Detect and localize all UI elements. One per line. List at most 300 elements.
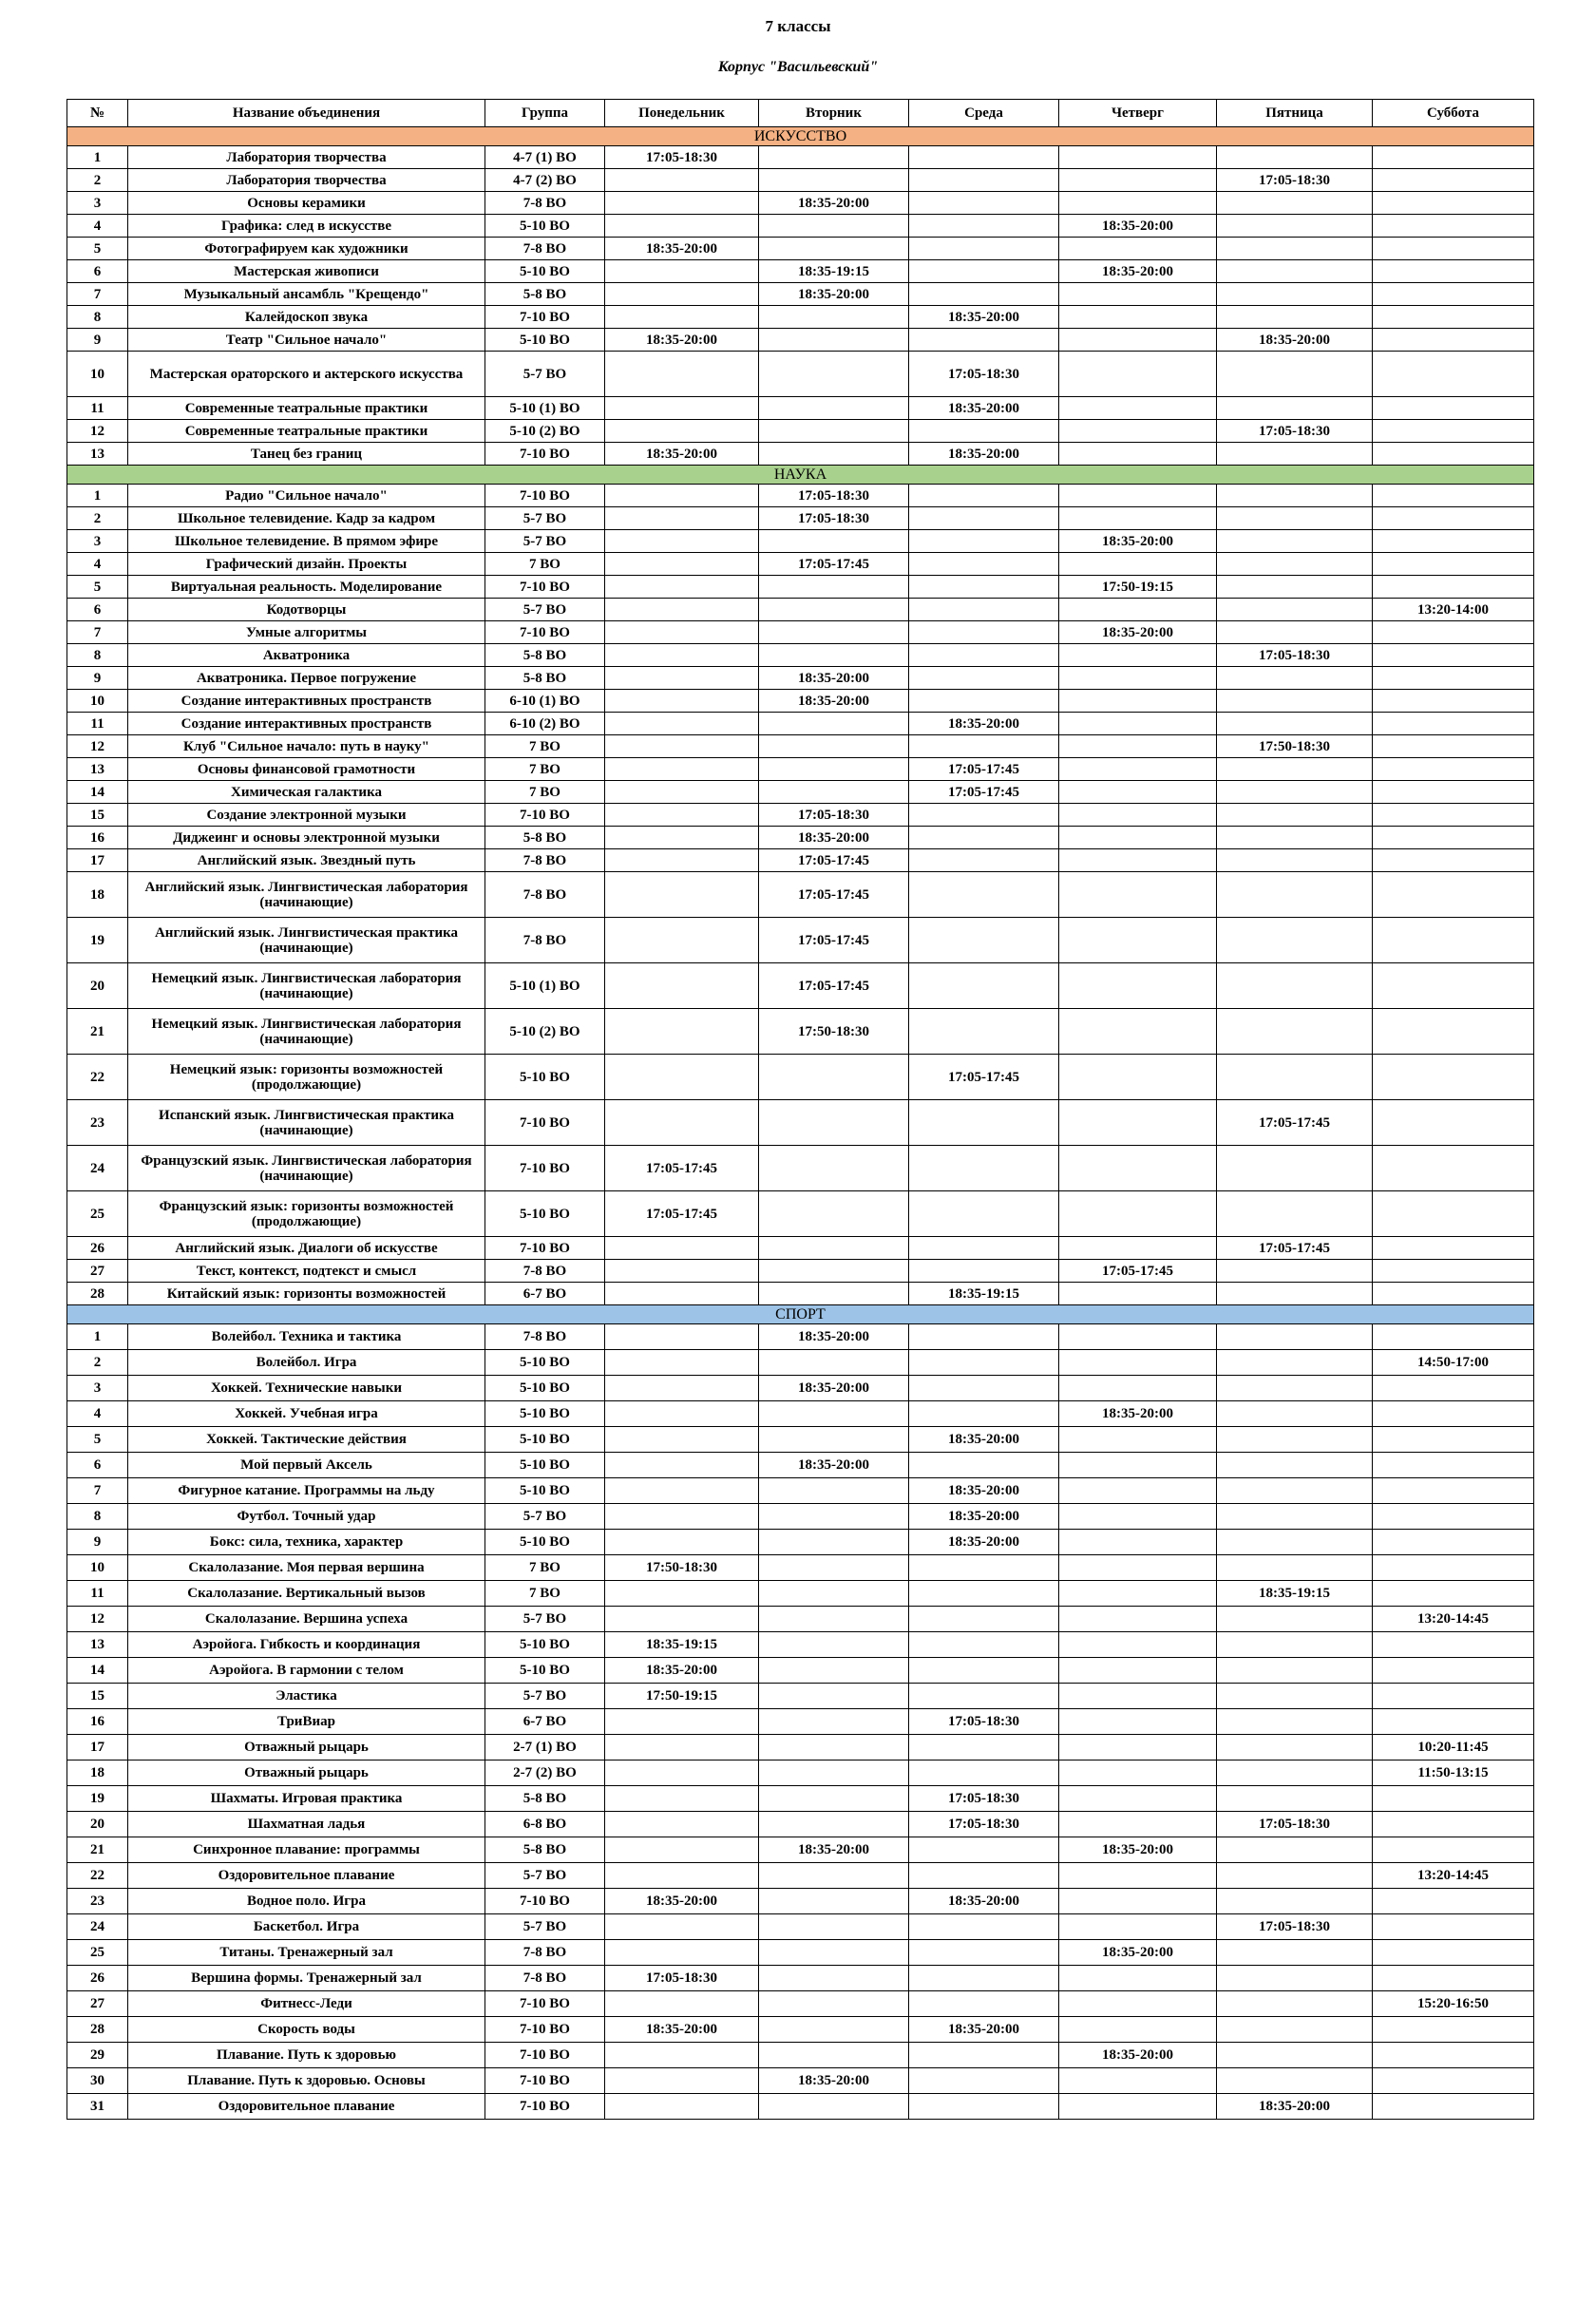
row-group: 5-8 ВО <box>485 644 605 667</box>
row-number: 16 <box>67 827 128 849</box>
row-name: Английский язык. Звездный путь <box>128 849 485 872</box>
row-number: 9 <box>67 1530 128 1555</box>
table-row <box>67 1966 1534 1991</box>
row-name: Фотографируем как художники <box>128 238 485 260</box>
row-tuesday <box>759 1530 909 1555</box>
row-saturday: 13:20-14:45 <box>1373 1863 1534 1889</box>
table-row <box>67 872 1534 918</box>
row-monday <box>605 352 759 397</box>
table-row <box>67 1237 1534 1260</box>
row-monday <box>605 1009 759 1055</box>
row-number: 19 <box>67 1786 128 1812</box>
row-thursday <box>1059 283 1217 306</box>
row-tuesday <box>759 1966 909 1991</box>
row-group: 7 ВО <box>485 758 605 781</box>
row-tuesday: 18:35-20:00 <box>759 1376 909 1401</box>
row-friday <box>1217 1991 1373 2017</box>
row-saturday: 10:20-11:45 <box>1373 1735 1534 1761</box>
row-name: Хоккей. Учебная игра <box>128 1401 485 1427</box>
row-number: 20 <box>67 963 128 1009</box>
row-wednesday <box>909 621 1059 644</box>
row-monday <box>605 260 759 283</box>
table-row <box>67 1786 1534 1812</box>
row-friday <box>1217 1427 1373 1453</box>
row-group: 5-10 ВО <box>485 215 605 238</box>
row-number: 6 <box>67 1453 128 1478</box>
row-wednesday <box>909 1191 1059 1237</box>
row-wednesday <box>909 146 1059 169</box>
row-saturday <box>1373 2017 1534 2043</box>
row-group: 5-10 ВО <box>485 1376 605 1401</box>
row-friday <box>1217 713 1373 735</box>
table-row <box>67 599 1534 621</box>
row-name: Китайский язык: горизонты возможностей <box>128 1283 485 1305</box>
row-wednesday <box>909 2068 1059 2094</box>
row-number: 19 <box>67 918 128 963</box>
row-tuesday <box>759 1709 909 1735</box>
row-wednesday <box>909 1761 1059 1786</box>
row-number: 10 <box>67 690 128 713</box>
row-monday <box>605 1260 759 1283</box>
table-row <box>67 1914 1534 1940</box>
row-saturday <box>1373 169 1534 192</box>
row-friday <box>1217 306 1373 329</box>
row-number: 25 <box>67 1191 128 1237</box>
row-wednesday: 17:05-18:30 <box>909 352 1059 397</box>
row-group: 5-7 ВО <box>485 530 605 553</box>
row-thursday <box>1059 1350 1217 1376</box>
row-saturday <box>1373 1401 1534 1427</box>
row-monday <box>605 963 759 1009</box>
row-group: 7-8 ВО <box>485 918 605 963</box>
row-name: Графический дизайн. Проекты <box>128 553 485 576</box>
row-name: Клуб "Сильное начало: путь в науку" <box>128 735 485 758</box>
table-row <box>67 530 1534 553</box>
row-friday <box>1217 1283 1373 1305</box>
row-saturday <box>1373 872 1534 918</box>
row-saturday <box>1373 690 1534 713</box>
table-row <box>67 918 1534 963</box>
row-saturday <box>1373 1427 1534 1453</box>
row-tuesday <box>759 1581 909 1607</box>
row-group: 7-10 ВО <box>485 1237 605 1260</box>
row-wednesday <box>909 238 1059 260</box>
row-saturday <box>1373 2094 1534 2120</box>
row-friday <box>1217 2017 1373 2043</box>
row-group: 5-8 ВО <box>485 1786 605 1812</box>
row-monday <box>605 397 759 420</box>
row-name: Плавание. Путь к здоровью <box>128 2043 485 2068</box>
row-saturday: 15:20-16:50 <box>1373 1991 1534 2017</box>
table-row <box>67 1761 1534 1786</box>
row-wednesday <box>909 1735 1059 1761</box>
row-name: Акватроника <box>128 644 485 667</box>
row-wednesday <box>909 735 1059 758</box>
row-wednesday <box>909 1966 1059 1991</box>
row-friday <box>1217 1966 1373 1991</box>
row-number: 10 <box>67 352 128 397</box>
row-monday <box>605 1530 759 1555</box>
row-number: 7 <box>67 621 128 644</box>
row-monday <box>605 1376 759 1401</box>
table-row <box>67 1401 1534 1427</box>
row-number: 4 <box>67 553 128 576</box>
table-row <box>67 215 1534 238</box>
row-saturday <box>1373 352 1534 397</box>
row-tuesday: 17:05-17:45 <box>759 553 909 576</box>
row-friday <box>1217 1324 1373 1350</box>
row-friday <box>1217 553 1373 576</box>
row-friday <box>1217 1055 1373 1100</box>
row-wednesday: 17:05-18:30 <box>909 1709 1059 1735</box>
row-number: 8 <box>67 306 128 329</box>
row-monday <box>605 872 759 918</box>
row-wednesday <box>909 599 1059 621</box>
header-monday: Понедельник <box>605 100 759 127</box>
row-wednesday <box>909 1453 1059 1478</box>
row-wednesday <box>909 215 1059 238</box>
row-monday <box>605 1100 759 1146</box>
row-group: 5-7 ВО <box>485 1607 605 1632</box>
row-saturday <box>1373 758 1534 781</box>
row-thursday <box>1059 1966 1217 1991</box>
row-tuesday <box>759 1401 909 1427</box>
row-number: 17 <box>67 1735 128 1761</box>
row-name: Волейбол. Игра <box>128 1350 485 1376</box>
row-monday <box>605 1914 759 1940</box>
row-group: 7-10 ВО <box>485 804 605 827</box>
row-friday <box>1217 872 1373 918</box>
table-row <box>67 1283 1534 1305</box>
row-number: 3 <box>67 530 128 553</box>
row-thursday <box>1059 1191 1217 1237</box>
row-group: 5-10 ВО <box>485 329 605 352</box>
row-number: 18 <box>67 1761 128 1786</box>
table-row <box>67 169 1534 192</box>
row-friday <box>1217 849 1373 872</box>
row-name: Шахматы. Игровая практика <box>128 1786 485 1812</box>
row-number: 1 <box>67 1324 128 1350</box>
row-saturday <box>1373 485 1534 507</box>
row-wednesday <box>909 192 1059 215</box>
row-name: Мастерская живописи <box>128 260 485 283</box>
row-monday <box>605 781 759 804</box>
row-saturday <box>1373 1453 1534 1478</box>
row-thursday: 18:35-20:00 <box>1059 621 1217 644</box>
table-row <box>67 260 1534 283</box>
row-thursday <box>1059 827 1217 849</box>
row-thursday: 18:35-20:00 <box>1059 1837 1217 1863</box>
schedule-table <box>66 99 1534 2120</box>
row-saturday <box>1373 553 1534 576</box>
row-thursday: 17:05-17:45 <box>1059 1260 1217 1283</box>
row-name: Виртуальная реальность. Моделирование <box>128 576 485 599</box>
row-group: 7-8 ВО <box>485 1324 605 1350</box>
row-thursday <box>1059 1237 1217 1260</box>
row-number: 2 <box>67 507 128 530</box>
row-thursday <box>1059 1812 1217 1837</box>
table-row <box>67 1581 1534 1607</box>
row-wednesday <box>909 576 1059 599</box>
row-wednesday <box>909 1009 1059 1055</box>
row-monday: 18:35-20:00 <box>605 2017 759 2043</box>
row-name: Современные театральные практики <box>128 420 485 443</box>
row-monday <box>605 849 759 872</box>
row-tuesday: 18:35-20:00 <box>759 827 909 849</box>
row-monday <box>605 530 759 553</box>
row-friday <box>1217 1146 1373 1191</box>
row-friday <box>1217 192 1373 215</box>
row-friday <box>1217 1786 1373 1812</box>
row-tuesday <box>759 306 909 329</box>
row-thursday <box>1059 146 1217 169</box>
row-number: 16 <box>67 1709 128 1735</box>
row-saturday: 13:20-14:00 <box>1373 599 1534 621</box>
row-wednesday <box>909 690 1059 713</box>
row-wednesday <box>909 283 1059 306</box>
row-tuesday <box>759 2017 909 2043</box>
section-title: СПОРТ <box>67 1305 1534 1324</box>
row-name: Аэройога. Гибкость и координация <box>128 1632 485 1658</box>
table-row <box>67 1504 1534 1530</box>
row-friday <box>1217 1735 1373 1761</box>
row-group: 6-7 ВО <box>485 1709 605 1735</box>
row-saturday <box>1373 397 1534 420</box>
row-name: Водное поло. Игра <box>128 1889 485 1914</box>
row-friday: 18:35-20:00 <box>1217 2094 1373 2120</box>
row-group: 7-10 ВО <box>485 1100 605 1146</box>
row-group: 7-10 ВО <box>485 2068 605 2094</box>
row-group: 5-10 ВО <box>485 1191 605 1237</box>
row-name: Скорость воды <box>128 2017 485 2043</box>
table-row <box>67 420 1534 443</box>
row-group: 7-8 ВО <box>485 238 605 260</box>
row-thursday <box>1059 1504 1217 1530</box>
row-saturday <box>1373 1055 1534 1100</box>
row-group: 7-10 ВО <box>485 1146 605 1191</box>
row-name: Хоккей. Тактические действия <box>128 1427 485 1453</box>
row-monday: 18:35-20:00 <box>605 238 759 260</box>
row-group: 7 ВО <box>485 553 605 576</box>
row-thursday <box>1059 1146 1217 1191</box>
row-group: 6-10 (2) ВО <box>485 713 605 735</box>
row-friday <box>1217 1761 1373 1786</box>
row-monday <box>605 576 759 599</box>
row-wednesday <box>909 804 1059 827</box>
row-saturday <box>1373 1237 1534 1260</box>
row-saturday <box>1373 1812 1534 1837</box>
row-number: 24 <box>67 1146 128 1191</box>
row-tuesday: 17:05-17:45 <box>759 963 909 1009</box>
row-saturday <box>1373 1889 1534 1914</box>
row-monday <box>605 215 759 238</box>
row-name: Французский язык. Лингвистическая лаборатория (начинающие) <box>128 1146 485 1191</box>
row-group: 7-8 ВО <box>485 1966 605 1991</box>
row-name: Создание интерактивных пространств <box>128 690 485 713</box>
row-monday <box>605 1427 759 1453</box>
page-title: 7 классы <box>765 17 831 35</box>
row-saturday <box>1373 260 1534 283</box>
row-tuesday <box>759 397 909 420</box>
row-number: 10 <box>67 1555 128 1581</box>
row-wednesday: 18:35-20:00 <box>909 443 1059 466</box>
row-tuesday <box>759 329 909 352</box>
row-tuesday <box>759 621 909 644</box>
row-tuesday <box>759 599 909 621</box>
row-thursday: 17:50-19:15 <box>1059 576 1217 599</box>
row-friday <box>1217 1658 1373 1684</box>
row-name: Школьное телевидение. Кадр за кадром <box>128 507 485 530</box>
row-tuesday <box>759 1055 909 1100</box>
row-tuesday <box>759 576 909 599</box>
row-tuesday <box>759 1283 909 1305</box>
row-wednesday: 18:35-20:00 <box>909 306 1059 329</box>
row-friday <box>1217 1837 1373 1863</box>
row-monday <box>605 507 759 530</box>
row-thursday <box>1059 1914 1217 1940</box>
header-thursday: Четверг <box>1059 100 1217 127</box>
row-friday <box>1217 667 1373 690</box>
row-wednesday <box>909 329 1059 352</box>
table-row <box>67 1991 1534 2017</box>
table-row <box>67 1376 1534 1401</box>
row-friday <box>1217 804 1373 827</box>
row-wednesday <box>909 1401 1059 1427</box>
row-saturday <box>1373 2043 1534 2068</box>
header-tuesday: Вторник <box>759 100 909 127</box>
row-name: Лаборатория творчества <box>128 169 485 192</box>
row-monday <box>605 1991 759 2017</box>
row-name: Музыкальный ансамбль "Крещендо" <box>128 283 485 306</box>
row-number: 18 <box>67 872 128 918</box>
row-monday <box>605 420 759 443</box>
row-group: 7-10 ВО <box>485 443 605 466</box>
row-wednesday <box>909 1376 1059 1401</box>
row-saturday <box>1373 1940 1534 1966</box>
row-tuesday <box>759 1684 909 1709</box>
row-wednesday <box>909 1940 1059 1966</box>
row-name: Мастерская ораторского и актерского искусства <box>128 352 485 397</box>
row-friday <box>1217 1555 1373 1581</box>
row-wednesday <box>909 2094 1059 2120</box>
row-saturday <box>1373 1009 1534 1055</box>
row-number: 21 <box>67 1009 128 1055</box>
row-tuesday <box>759 1658 909 1684</box>
row-wednesday: 18:35-20:00 <box>909 1530 1059 1555</box>
table-row <box>67 1735 1534 1761</box>
row-wednesday <box>909 1146 1059 1191</box>
row-name: Английский язык. Диалоги об искусстве <box>128 1237 485 1260</box>
row-wednesday: 18:35-20:00 <box>909 1427 1059 1453</box>
row-group: 5-7 ВО <box>485 507 605 530</box>
row-friday: 17:05-17:45 <box>1217 1237 1373 1260</box>
row-thursday <box>1059 1376 1217 1401</box>
row-group: 2-7 (2) ВО <box>485 1761 605 1786</box>
row-monday <box>605 644 759 667</box>
table-row <box>67 397 1534 420</box>
row-number: 7 <box>67 283 128 306</box>
row-thursday: 18:35-20:00 <box>1059 2043 1217 2068</box>
row-number: 13 <box>67 758 128 781</box>
table-row <box>67 553 1534 576</box>
table-row <box>67 507 1534 530</box>
row-number: 1 <box>67 146 128 169</box>
table-row <box>67 1812 1534 1837</box>
row-group: 7-8 ВО <box>485 872 605 918</box>
row-monday <box>605 1453 759 1478</box>
row-friday <box>1217 146 1373 169</box>
row-friday <box>1217 238 1373 260</box>
row-monday: 17:05-18:30 <box>605 146 759 169</box>
row-name: Синхронное плавание: программы <box>128 1837 485 1863</box>
row-tuesday <box>759 1607 909 1632</box>
row-group: 7 ВО <box>485 1581 605 1607</box>
row-friday <box>1217 1401 1373 1427</box>
row-monday <box>605 485 759 507</box>
row-number: 27 <box>67 1991 128 2017</box>
row-number: 22 <box>67 1863 128 1889</box>
table-row <box>67 238 1534 260</box>
row-wednesday: 17:05-18:30 <box>909 1786 1059 1812</box>
row-number: 11 <box>67 397 128 420</box>
row-name: Титаны. Тренажерный зал <box>128 1940 485 1966</box>
row-friday <box>1217 485 1373 507</box>
row-tuesday <box>759 215 909 238</box>
row-name: Основы керамики <box>128 192 485 215</box>
row-group: 5-10 (1) ВО <box>485 963 605 1009</box>
header-saturday: Суббота <box>1373 100 1534 127</box>
row-monday <box>605 599 759 621</box>
row-thursday <box>1059 1453 1217 1478</box>
row-tuesday <box>759 1478 909 1504</box>
row-number: 29 <box>67 2043 128 2068</box>
row-monday <box>605 1709 759 1735</box>
row-wednesday <box>909 553 1059 576</box>
row-saturday <box>1373 1146 1534 1191</box>
row-name: Вершина формы. Тренажерный зал <box>128 1966 485 1991</box>
row-wednesday <box>909 1607 1059 1632</box>
row-name: Скалолазание. Вертикальный вызов <box>128 1581 485 1607</box>
row-group: 5-8 ВО <box>485 827 605 849</box>
row-group: 7 ВО <box>485 781 605 804</box>
row-thursday <box>1059 1889 1217 1914</box>
row-name: Немецкий язык. Лингвистическая лаборатория (начинающие) <box>128 1009 485 1055</box>
row-number: 12 <box>67 1607 128 1632</box>
row-thursday <box>1059 1581 1217 1607</box>
row-friday <box>1217 576 1373 599</box>
row-saturday <box>1373 2068 1534 2094</box>
row-saturday <box>1373 1581 1534 1607</box>
table-row <box>67 2068 1534 2094</box>
row-wednesday <box>909 827 1059 849</box>
row-wednesday <box>909 1863 1059 1889</box>
row-tuesday: 18:35-20:00 <box>759 690 909 713</box>
table-row <box>67 1940 1534 1966</box>
row-friday <box>1217 690 1373 713</box>
row-thursday <box>1059 507 1217 530</box>
row-saturday <box>1373 146 1534 169</box>
row-friday: 17:05-18:30 <box>1217 1914 1373 1940</box>
row-thursday <box>1059 1555 1217 1581</box>
row-wednesday <box>909 1260 1059 1283</box>
row-friday <box>1217 781 1373 804</box>
header-number: № <box>67 100 128 127</box>
row-saturday <box>1373 1966 1534 1991</box>
row-friday: 18:35-19:15 <box>1217 1581 1373 1607</box>
header-friday: Пятница <box>1217 100 1373 127</box>
row-saturday <box>1373 1684 1534 1709</box>
row-friday <box>1217 1940 1373 1966</box>
